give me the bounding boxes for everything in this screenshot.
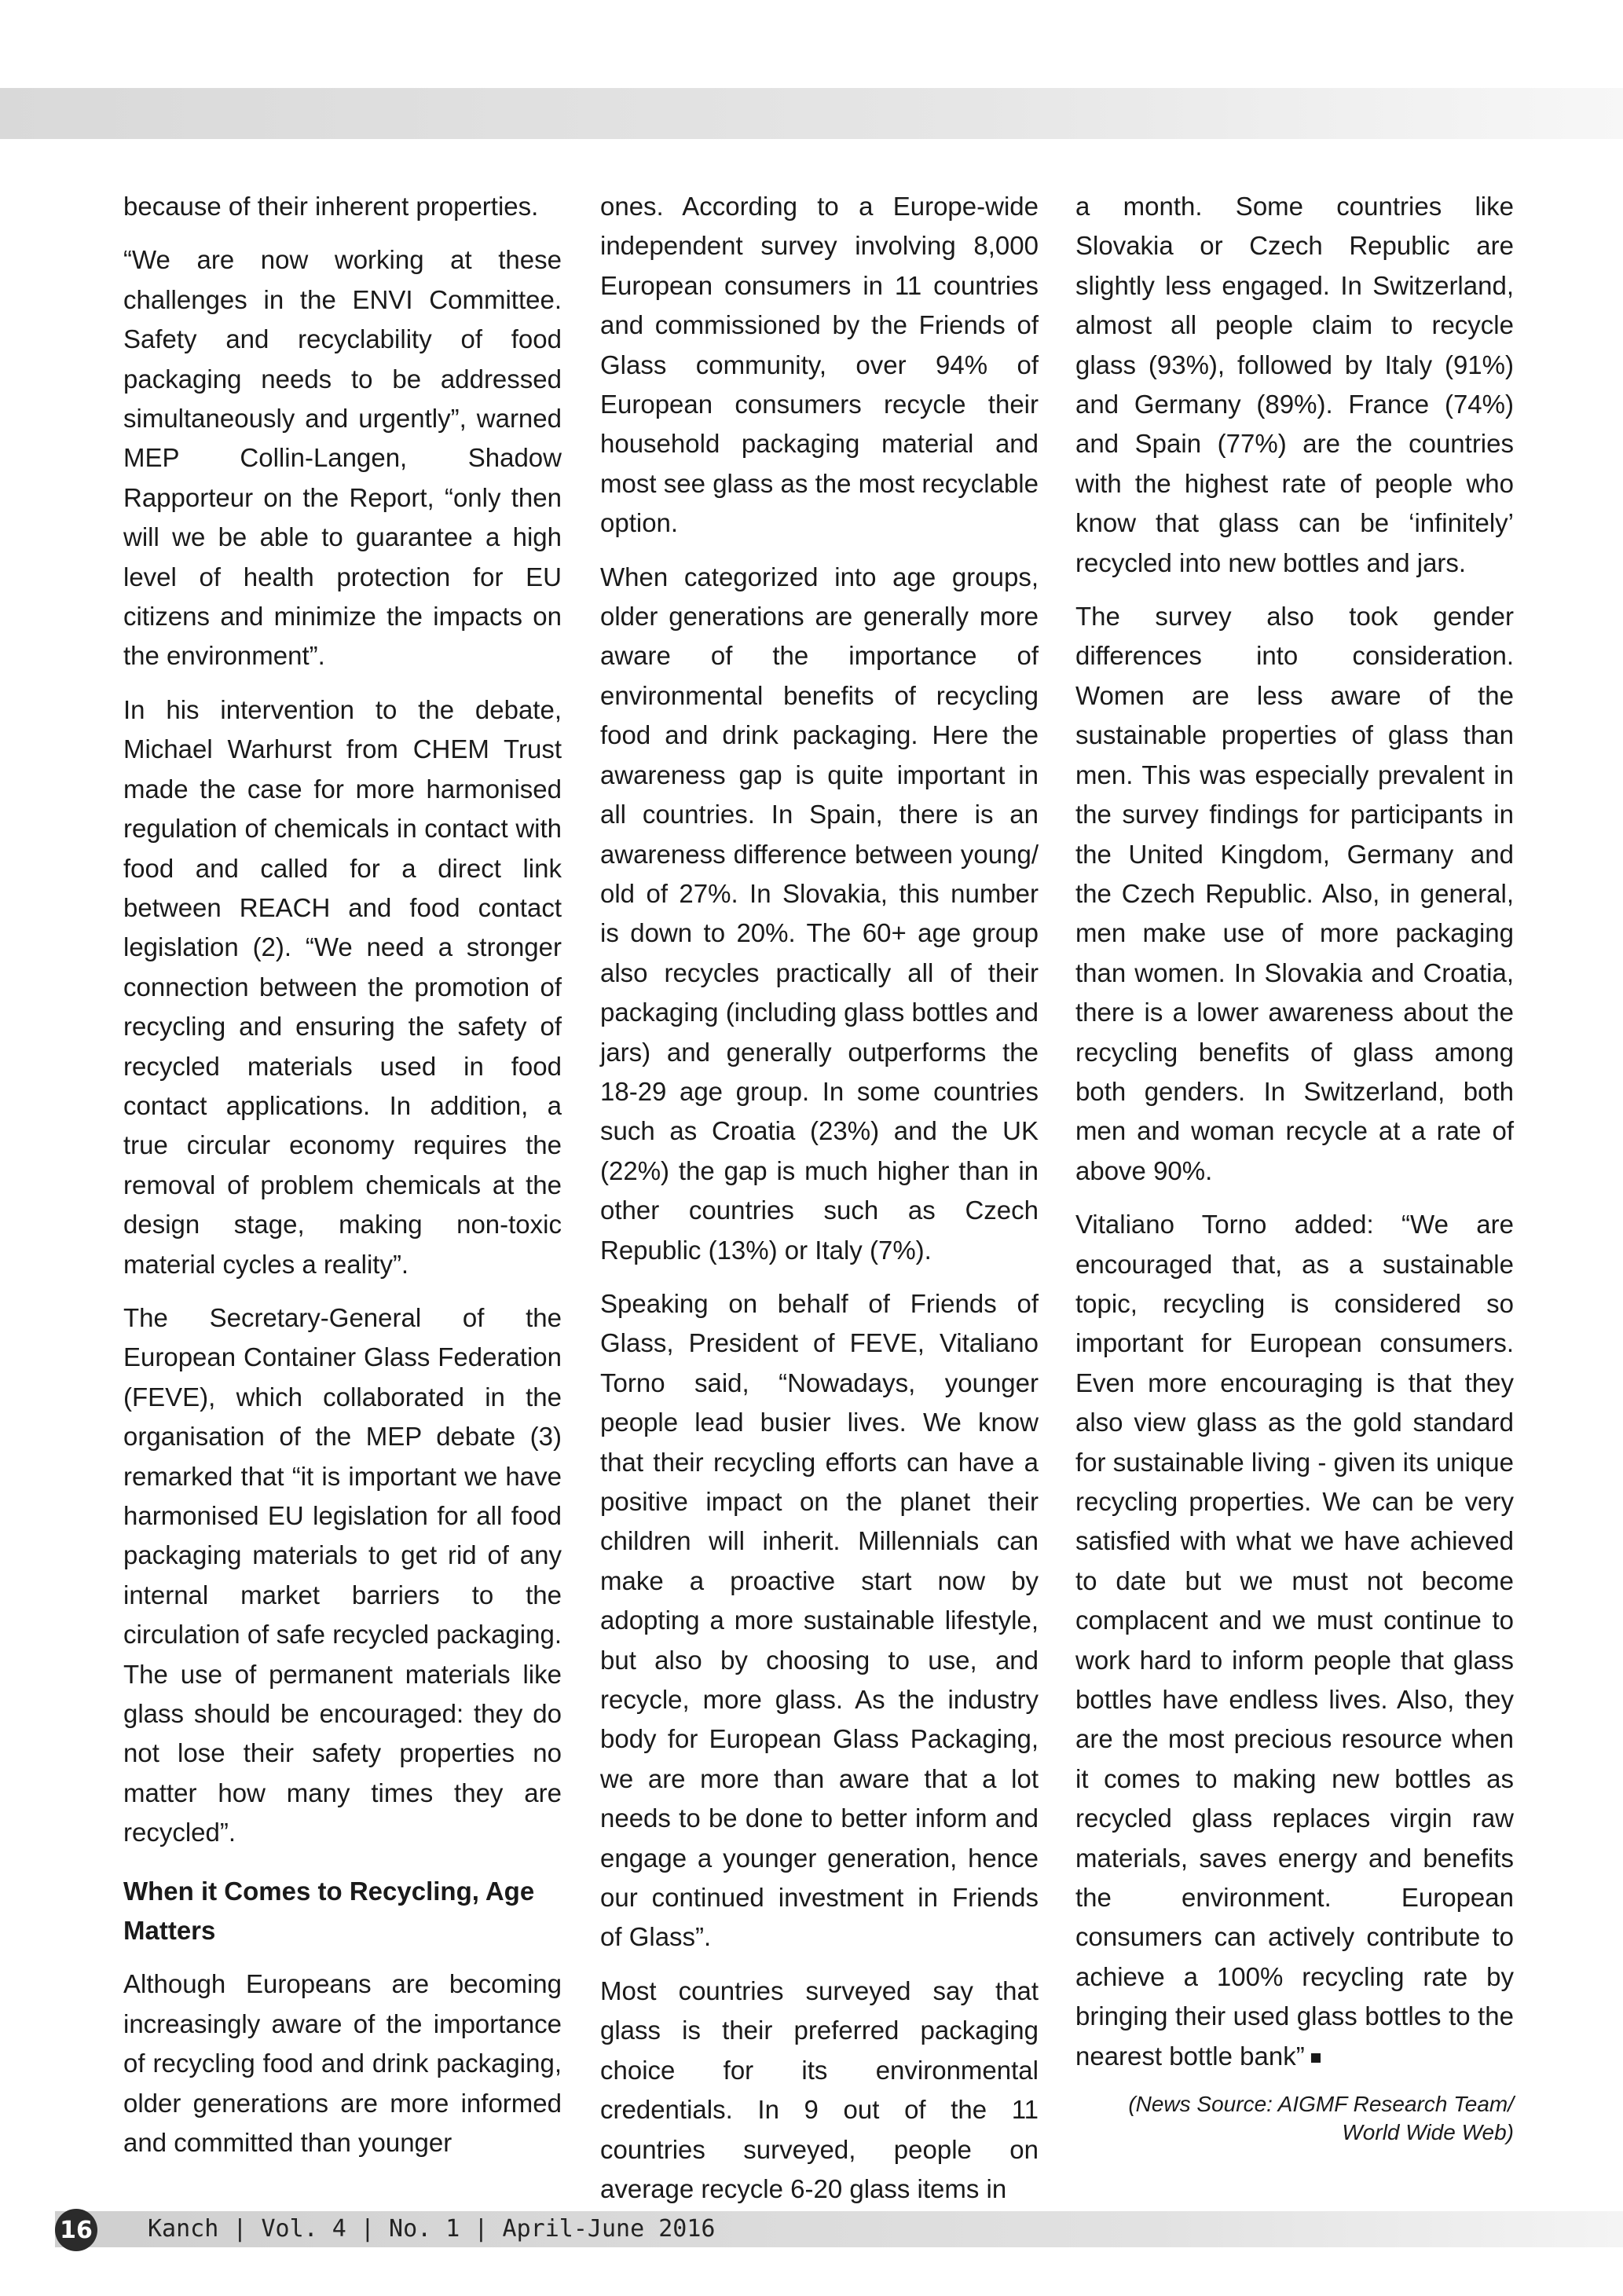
news-source-line-1: (News Source: AIGMF Research Team/ xyxy=(1128,2092,1514,2117)
paragraph: The Secretary-General of the European Container Glass Federation (FEVE), which collaborated in the organisation of the MEP debate (3) remarked that “it is important we have harmonised EU legislation for all food packaging materials to get rid of any internal market barriers to the circulation of safe recycled packaging. The use of permanent materials like glass should be encouraged: they do not lose their safety properties no matter how many times they are recycled”. xyxy=(123,1302,562,1847)
header-band xyxy=(0,88,1623,139)
article-column-3-body xyxy=(1075,187,1514,2076)
paragraph: Speaking on behalf of Friends of Glass, President of FEVE, Vitaliano Torno said, “Nowadays, younger people lead busier lives. We know that their recycling efforts can have a positive impact on the planet their children will inherit. Millennials can make a proactive start now by adopting a more sustainable lifestyle, but also by choosing to use, and recycle, more glass. As the industry body for European Glass Packaging, we are more than aware that a lot needs to be done to better inform and engage a younger generation, hence our continued investment in Friends of Glass”. xyxy=(600,1288,1039,1952)
section-heading: When it Comes to Recycling, Age Matters xyxy=(123,1876,535,1946)
news-source xyxy=(1075,2090,1514,2147)
paragraph: Most countries surveyed say that glass is their preferred packaging choice for its environmental credentials. In 9 out of the 11 countries surveyed, people on average recycle 6-20 glass items in xyxy=(600,1976,1039,2203)
end-of-article-icon xyxy=(1311,2053,1321,2063)
paragraph: ones. According to a Europe-wide independent survey involving 8,000 European consumers in 11 countries and commissioned by the Friends of Glass community, over 94% of European consumers recycle their household packaging material and most see glass as the most recyclable option. xyxy=(600,192,1039,538)
paragraph: Vitaliano Torno added: “We are encouraged that, as a sustainable topic, recycling is considered so important for European consumers. Even more encouraging is that they also view glass as the gold standard for sustainable living - given its unique recycling properties. We can be very satisfied with what we have achieved to date but we must not become complacent and we must continue to work hard to inform people that glass bottles have endless lives. Also, they are the most precious resource when it comes to making new bottles as recycled glass replaces virgin raw materials, saves energy and benefits the environment. European consumers can actively contribute to achieve a 100% recycling rate by bringing their used glass bottles to the nearest bottle bank” xyxy=(1075,1210,1514,2071)
article-column-1 xyxy=(123,187,562,2177)
page-number: 16 xyxy=(55,2209,97,2251)
news-source-line-2: World Wide Web) xyxy=(1342,2120,1514,2145)
paragraph: “We are now working at these challenges in the ENVI Committee. Safety and recyclability of food packaging needs to be addressed simultaneously and urgently”, warned MEP Collin-Langen, Shadow Rapporteur on the Report, “only then will we be able to guarantee a high level of health protection for EU citizens and minimize the impacts on the environment”. xyxy=(123,245,562,671)
article-column-2 xyxy=(600,187,1039,2223)
journal-info: Kanch | Vol. 4 | No. 1 | April-June 2016 xyxy=(148,2215,716,2243)
paragraph: The survey also took gender differences into consideration. Women are less aware of the sustainable properties of glass than men. This was especially prevalent in the survey findings for participants in the United Kingdom, Germany and the Czech Republic. Also, in general, men make use of more packaging than women. In Slovakia and Croatia, there is a lower awareness about the recycling benefits of glass among both genders. In Switzerland, both men and woman recycle at a rate of above 90%. xyxy=(1075,602,1514,1185)
paragraph: In his intervention to the debate, Michael Warhurst from CHEM Trust made the case for more harmonised regulation of chemicals in contact with food and called for a direct link between REACH and food contact legislation (2). “We need a stronger connection between the promotion of recycling and ensuring the safety of recycled materials used in food contact applications. In addition, a true circular economy requires the removal of problem chemicals at the design stage, making non-toxic material cycles a reality”. xyxy=(123,694,562,1279)
paragraph: When categorized into age groups, older generations are generally more aware of the importance of environmental benefits of recycling food and drink packaging. Here the awareness gap is quite important in all countries. In Spain, there is an awareness difference between young/ old of 27%. In Slovakia, this number is down to 20%. The 60+ age group also recycles practically all of their packaging (including glass bottles and jars) and generally outperforms the 18-29 age group. In some countries such as Croatia (23%) and the UK (22%) the gap is much higher than in other countries such as Czech Republic (13%) or Italy (7%). xyxy=(600,562,1039,1265)
article-column-3 xyxy=(1075,187,1514,2147)
paragraph: a month. Some countries like Slovakia or Czech Republic are slightly less engaged. In Switzerland, almost all people claim to recycle glass (93%), followed by Italy (91%) and Germany (89%). France (74%) and Spain (77%) are the countries with the highest rate of people who know that glass can be ‘infinitely’ recycled into new bottles and jars. xyxy=(1075,192,1514,577)
paragraph: Although Europeans are becoming increasingly aware of the importance of recycling food and drink packaging, older generations are more informed and committed than younger xyxy=(123,1969,562,2158)
paragraph: because of their inherent properties. xyxy=(123,192,539,221)
